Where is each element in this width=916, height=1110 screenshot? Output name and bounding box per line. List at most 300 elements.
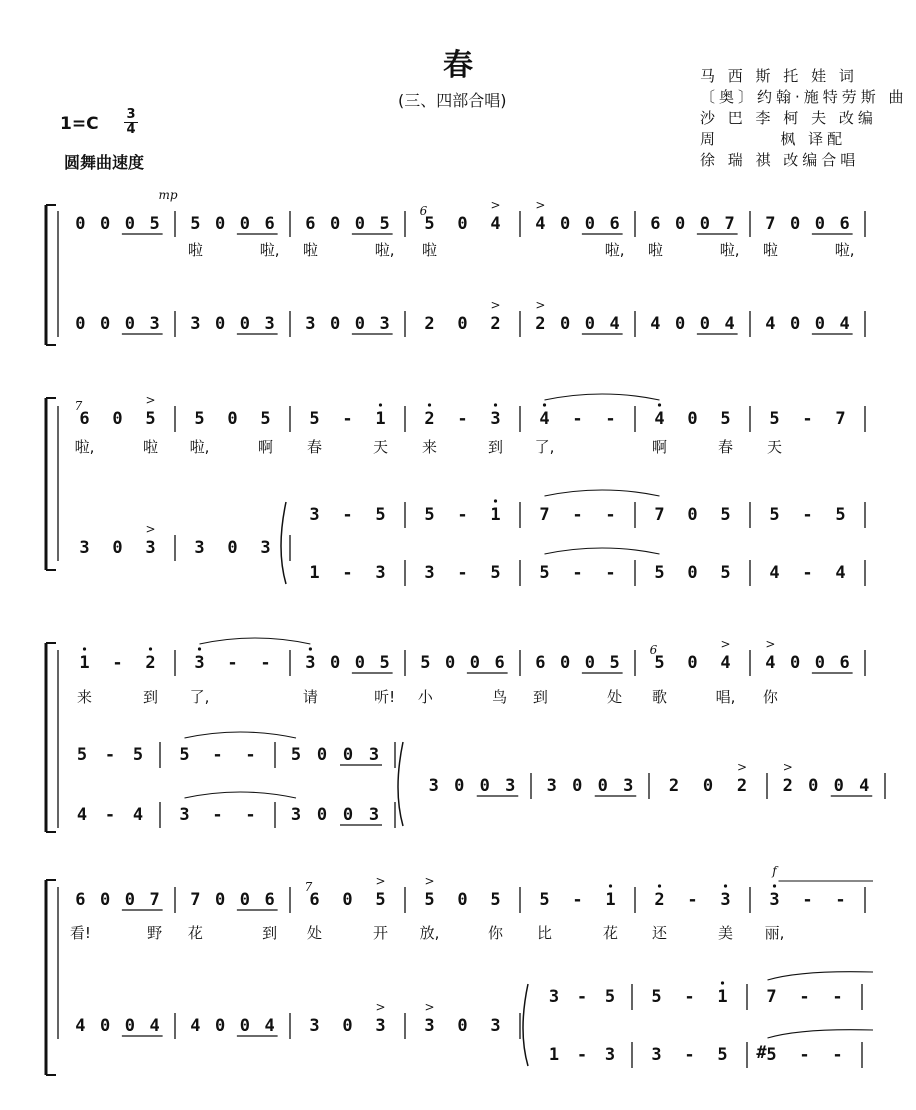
divisi-lower-note: 4 bbox=[132, 805, 144, 825]
upper-voice-note: 7 bbox=[835, 409, 846, 429]
lower-voice-note: 0 bbox=[808, 776, 819, 796]
divisi-brace bbox=[281, 502, 286, 584]
lyric-syllable: 唱, bbox=[715, 688, 736, 706]
lyric-syllable: 啦, bbox=[374, 241, 395, 259]
upper-voice-note: 4 bbox=[654, 409, 665, 429]
key-signature: 1=C bbox=[60, 114, 99, 134]
credit-arranger: 沙 巴 李 柯 夫 改编 bbox=[700, 109, 877, 127]
divisi-upper-note: - bbox=[605, 505, 616, 525]
divisi-lower-note: 0 bbox=[316, 805, 328, 825]
lyric-syllable: 啦 bbox=[142, 438, 159, 456]
divisi-upper-note: 1 bbox=[717, 987, 728, 1007]
lyric-syllable: 天 bbox=[372, 438, 389, 456]
lyric-syllable: 啦, bbox=[719, 241, 740, 259]
lower-voice-note: 2 bbox=[424, 314, 435, 334]
lower-voice-note: 3 bbox=[145, 538, 156, 558]
upper-voice-note: 3 bbox=[490, 409, 501, 429]
lower-voice-note: 0 bbox=[702, 776, 714, 796]
divisi-upper-note: - bbox=[576, 987, 588, 1007]
upper-voice-note: 5 bbox=[190, 214, 201, 234]
upper-voice-note: 5 bbox=[609, 653, 620, 673]
lower-voice-note: 2 bbox=[668, 776, 680, 796]
lyric-syllable: 处 bbox=[306, 924, 323, 942]
lyric-syllable: 开 bbox=[372, 924, 389, 942]
lower-voice-note: 3 bbox=[424, 1016, 435, 1036]
lyric-syllable: 啦, bbox=[74, 438, 95, 456]
divisi-upper-note: - bbox=[799, 987, 810, 1007]
upper-voice-note: 7 bbox=[724, 214, 735, 234]
lower-voice-note: 0 bbox=[597, 776, 608, 796]
lower-voice-note: 0 bbox=[790, 314, 801, 334]
divisi-upper-note: 5 bbox=[835, 505, 846, 525]
upper-voice-note: 0 bbox=[445, 653, 456, 673]
upper-voice-note: 5 bbox=[149, 214, 160, 234]
upper-voice-note: 0 bbox=[469, 653, 480, 673]
upper-voice-note: 6 bbox=[839, 214, 850, 234]
lyric-syllable: 啦, bbox=[604, 241, 625, 259]
upper-voice-note: 0 bbox=[239, 890, 250, 910]
upper-voice-note: - bbox=[572, 890, 583, 910]
upper-voice-note: 0 bbox=[239, 214, 250, 234]
tie-arc bbox=[768, 1030, 874, 1038]
upper-voice-note: 1 bbox=[375, 409, 386, 429]
divisi-lower-note: - bbox=[576, 1045, 588, 1065]
divisi-lower-note: 0 bbox=[342, 805, 354, 825]
lower-voice-note: 3 bbox=[375, 1016, 386, 1036]
divisi-upper-note: - bbox=[572, 505, 583, 525]
lyric-syllable: 到 bbox=[532, 688, 548, 706]
upper-voice-note: 0 bbox=[124, 890, 135, 910]
upper-voice-note: 4 bbox=[539, 409, 550, 429]
high-octave-dot bbox=[83, 647, 86, 650]
upper-voice-note: 5 bbox=[420, 653, 431, 673]
upper-voice-note: 6 bbox=[79, 409, 90, 429]
divisi-upper-note: 3 bbox=[368, 745, 380, 765]
lower-voice-note: 0 bbox=[457, 1016, 468, 1036]
lower-voice-note: 0 bbox=[833, 776, 844, 796]
divisi-upper-note: 5 bbox=[604, 987, 616, 1007]
grace-note: 7 bbox=[304, 880, 313, 894]
high-octave-dot bbox=[721, 981, 724, 984]
lyric-syllable: 啦 bbox=[421, 241, 438, 259]
upper-voice-note: 6 bbox=[309, 890, 320, 910]
lower-voice-note: 0 bbox=[560, 314, 571, 334]
lyric-syllable: 还 bbox=[651, 924, 668, 942]
divisi-upper-note: - bbox=[212, 745, 223, 765]
divisi-lower-note: - bbox=[212, 805, 223, 825]
lyric-syllable: 到 bbox=[142, 688, 159, 706]
lyric-syllable: 你 bbox=[762, 688, 778, 706]
credit-translator: 周 枫 译配 bbox=[700, 130, 847, 148]
upper-voice-note: - bbox=[572, 409, 583, 429]
lyric-syllable: 了, bbox=[534, 438, 555, 456]
lower-voice-note: 4 bbox=[609, 314, 620, 334]
lower-voice-note: 0 bbox=[75, 314, 86, 334]
upper-voice-note: 5 bbox=[375, 890, 386, 910]
lower-voice-note: 3 bbox=[79, 538, 90, 558]
divisi-brace bbox=[523, 984, 528, 1066]
lyric-syllable: 天 bbox=[766, 438, 783, 456]
divisi-upper-note: 3 bbox=[309, 505, 320, 525]
divisi-upper-note: - bbox=[832, 987, 843, 1007]
credit-choral-arranger: 徐 瑞 祺 改编合唱 bbox=[700, 151, 860, 169]
high-octave-dot bbox=[494, 403, 497, 406]
upper-voice-note: 0 bbox=[457, 890, 468, 910]
lyric-syllable: 春 bbox=[717, 438, 734, 456]
accent-mark: > bbox=[145, 522, 156, 536]
dynamic-f: f bbox=[772, 864, 777, 878]
upper-voice-note: 0 bbox=[560, 653, 571, 673]
divisi-lower-note: - bbox=[342, 563, 353, 583]
upper-voice-note: 0 bbox=[100, 890, 111, 910]
lyric-syllable: 丽, bbox=[764, 924, 785, 942]
lyric-syllable: 请 bbox=[302, 688, 318, 706]
upper-voice-note: 7 bbox=[149, 890, 160, 910]
divisi-lower-note: - bbox=[684, 1045, 695, 1065]
lyric-syllable: 处 bbox=[607, 688, 623, 706]
lyric-syllable: 春 bbox=[306, 438, 323, 456]
tie-arc bbox=[545, 394, 660, 400]
divisi-lower-note: 3 bbox=[424, 563, 435, 583]
lower-voice-note: 4 bbox=[839, 314, 850, 334]
upper-voice-note: 5 bbox=[145, 409, 156, 429]
upper-voice-note: - bbox=[605, 409, 616, 429]
divisi-upper-note: 5 bbox=[290, 745, 302, 765]
time-signature-bottom: 4 bbox=[124, 122, 138, 137]
divisi-upper-note: 3 bbox=[548, 987, 560, 1007]
lyric-syllable: 到 bbox=[262, 924, 278, 942]
upper-voice-note: 1 bbox=[605, 890, 616, 910]
lyric-syllable: 歌 bbox=[651, 688, 668, 706]
accent-mark: > bbox=[375, 874, 386, 888]
dynamic-mp: mp bbox=[158, 188, 178, 202]
divisi-lower-note: 1 bbox=[548, 1045, 560, 1065]
lyric-syllable: 啦, bbox=[189, 438, 210, 456]
upper-voice-note: 6 bbox=[609, 214, 620, 234]
divisi-lower-note: 5 bbox=[717, 1045, 728, 1065]
accent-mark: > bbox=[490, 298, 501, 312]
divisi-lower-note: 3 bbox=[375, 563, 386, 583]
lyric-syllable: 啦 bbox=[762, 241, 778, 259]
lower-voice-note: 0 bbox=[342, 1016, 353, 1036]
upper-voice-note: 4 bbox=[490, 214, 501, 234]
lyric-syllable: 花 bbox=[602, 924, 619, 942]
upper-voice-note: 5 bbox=[539, 890, 550, 910]
divisi-lower-note: 1 bbox=[309, 563, 320, 583]
upper-voice-note: 7 bbox=[765, 214, 776, 234]
lower-voice-note: 0 bbox=[215, 1016, 226, 1036]
lower-voice-note: 4 bbox=[190, 1016, 201, 1036]
divisi-upper-note: 5 bbox=[132, 745, 144, 765]
divisi-upper-note: 5 bbox=[76, 745, 88, 765]
lower-voice-note: 0 bbox=[479, 776, 490, 796]
lyric-syllable: 啊 bbox=[257, 438, 274, 456]
high-octave-dot bbox=[309, 647, 312, 650]
lyric-syllable: 看! bbox=[69, 924, 91, 942]
divisi-upper-note: - bbox=[104, 745, 116, 765]
lyric-syllable: 美 bbox=[717, 924, 734, 942]
accent-mark: > bbox=[490, 198, 501, 212]
lower-voice-note: 0 bbox=[112, 538, 123, 558]
accent-mark: > bbox=[535, 298, 546, 312]
lyric-syllable: 比 bbox=[536, 924, 553, 942]
lower-voice-note: 3 bbox=[490, 1016, 501, 1036]
lower-voice-note: 3 bbox=[309, 1016, 320, 1036]
divisi-upper-note: - bbox=[245, 745, 256, 765]
divisi-lower-note: 5 bbox=[490, 563, 501, 583]
lower-voice-note: 4 bbox=[650, 314, 661, 334]
upper-voice-note: 0 bbox=[112, 409, 123, 429]
lyric-syllable: 啦 bbox=[302, 241, 318, 259]
upper-voice-note: 3 bbox=[194, 653, 205, 673]
divisi-lower-note: 3 bbox=[368, 805, 380, 825]
upper-voice-note: - bbox=[802, 409, 813, 429]
upper-voice-note: - bbox=[802, 890, 813, 910]
lower-voice-note: 3 bbox=[305, 314, 316, 334]
lower-voice-note: 0 bbox=[239, 1016, 250, 1036]
upper-voice-note: 0 bbox=[790, 653, 801, 673]
upper-voice-note: 2 bbox=[145, 653, 156, 673]
lower-voice-note: 3 bbox=[623, 776, 634, 796]
divisi-lower-note: - bbox=[245, 805, 256, 825]
high-octave-dot bbox=[428, 403, 431, 406]
lower-voice-note: 0 bbox=[100, 1016, 111, 1036]
lower-voice-note: 4 bbox=[859, 776, 870, 796]
upper-voice-note: 0 bbox=[75, 214, 86, 234]
lower-voice-note: 0 bbox=[124, 314, 135, 334]
upper-voice-note: 3 bbox=[769, 890, 780, 910]
lower-voice-note: 0 bbox=[675, 314, 686, 334]
upper-voice-note: 5 bbox=[260, 409, 271, 429]
lower-voice-note: 3 bbox=[190, 314, 201, 334]
upper-voice-note: 0 bbox=[814, 214, 825, 234]
upper-voice-note: 5 bbox=[194, 409, 205, 429]
divisi-lower-note: - bbox=[572, 563, 583, 583]
lower-voice-note: 3 bbox=[505, 776, 516, 796]
lower-voice-note: 3 bbox=[260, 538, 271, 558]
divisi-upper-note: 7 bbox=[539, 505, 550, 525]
upper-voice-note: - bbox=[260, 653, 271, 673]
accent-mark: > bbox=[375, 1000, 386, 1014]
lyric-syllable: 放, bbox=[419, 924, 440, 942]
song-title: 春 bbox=[443, 48, 473, 83]
divisi-brace bbox=[398, 742, 403, 826]
divisi-upper-note: 5 bbox=[375, 505, 386, 525]
upper-voice-note: 4 bbox=[535, 214, 546, 234]
lower-voice-note: 0 bbox=[454, 776, 465, 796]
grace-note: 7 bbox=[74, 399, 83, 413]
lower-voice-note: 0 bbox=[239, 314, 250, 334]
lower-voice-note: 3 bbox=[149, 314, 160, 334]
lower-voice-note: 4 bbox=[149, 1016, 160, 1036]
divisi-upper-note: 5 bbox=[769, 505, 780, 525]
lower-voice-note: 3 bbox=[546, 776, 557, 796]
divisi-upper-note: 5 bbox=[424, 505, 435, 525]
tie-arc bbox=[545, 548, 660, 554]
lower-voice-note: 0 bbox=[457, 314, 468, 334]
divisi-lower-note: 5 bbox=[766, 1045, 777, 1065]
upper-voice-note: 6 bbox=[650, 214, 661, 234]
grace-note: 6 bbox=[649, 643, 658, 657]
divisi-lower-note: - bbox=[799, 1045, 810, 1065]
upper-voice-note: 0 bbox=[584, 214, 595, 234]
divisi-lower-note: - bbox=[457, 563, 468, 583]
accent-mark: > bbox=[720, 637, 731, 651]
upper-voice-note: - bbox=[112, 653, 123, 673]
upper-voice-note: 5 bbox=[490, 890, 501, 910]
lyric-syllable: 啦, bbox=[259, 241, 280, 259]
lyric-syllable: 野 bbox=[147, 924, 163, 942]
upper-voice-note: 6 bbox=[264, 890, 275, 910]
lyric-syllable: 来 bbox=[421, 438, 438, 456]
upper-voice-note: 6 bbox=[75, 890, 86, 910]
tie-arc bbox=[200, 638, 311, 644]
upper-voice-note: 0 bbox=[814, 653, 825, 673]
divisi-lower-note: 4 bbox=[769, 563, 780, 583]
upper-voice-note: 3 bbox=[720, 890, 731, 910]
upper-voice-note: 0 bbox=[215, 214, 226, 234]
upper-voice-note: 6 bbox=[839, 653, 850, 673]
lyric-syllable: 花 bbox=[187, 924, 203, 942]
lower-voice-note: 4 bbox=[264, 1016, 275, 1036]
accent-mark: > bbox=[424, 874, 435, 888]
tempo-marking: 圆舞曲速度 bbox=[64, 153, 145, 172]
lyric-syllable: 鸟 bbox=[492, 688, 508, 706]
upper-voice-note: 7 bbox=[190, 890, 201, 910]
accent-mark: > bbox=[765, 637, 776, 651]
high-octave-dot bbox=[724, 884, 727, 887]
lower-voice-note: 0 bbox=[584, 314, 595, 334]
lower-voice-note: 3 bbox=[264, 314, 275, 334]
upper-voice-note: 1 bbox=[79, 653, 90, 673]
lyric-syllable: 啦, bbox=[834, 241, 855, 259]
lower-voice-note: 0 bbox=[124, 1016, 135, 1036]
upper-voice-note: 5 bbox=[769, 409, 780, 429]
divisi-lower-note: - bbox=[605, 563, 616, 583]
high-octave-dot bbox=[543, 403, 546, 406]
upper-voice-note: 5 bbox=[309, 409, 320, 429]
upper-voice-note: 5 bbox=[424, 214, 435, 234]
upper-voice-note: 0 bbox=[675, 214, 686, 234]
upper-voice-note: 0 bbox=[687, 653, 698, 673]
high-octave-dot bbox=[494, 499, 497, 502]
lower-voice-note: 4 bbox=[75, 1016, 86, 1036]
lower-voice-note: 0 bbox=[354, 314, 365, 334]
credit-lyricist: 马 西 斯 托 娃 词 bbox=[700, 67, 858, 85]
lyric-syllable: 听! bbox=[374, 688, 396, 706]
lyric-syllable: 来 bbox=[76, 688, 93, 706]
upper-voice-note: 0 bbox=[354, 653, 365, 673]
upper-voice-note: 3 bbox=[305, 653, 316, 673]
tie-arc bbox=[185, 792, 297, 798]
accent-mark: > bbox=[535, 198, 546, 212]
lyric-syllable: 啦 bbox=[187, 241, 203, 259]
upper-voice-note: 0 bbox=[560, 214, 571, 234]
divisi-lower-note: 4 bbox=[76, 805, 88, 825]
upper-voice-note: 0 bbox=[215, 890, 226, 910]
upper-voice-note: 5 bbox=[720, 409, 731, 429]
divisi-upper-note: 5 bbox=[179, 745, 190, 765]
divisi-lower-note: 5 bbox=[654, 563, 665, 583]
upper-voice-note: 5 bbox=[424, 890, 435, 910]
divisi-lower-note: - bbox=[802, 563, 813, 583]
lower-voice-note: 0 bbox=[699, 314, 710, 334]
divisi-lower-note: - bbox=[104, 805, 116, 825]
upper-voice-note: 5 bbox=[379, 653, 390, 673]
lyric-syllable: 了, bbox=[189, 688, 210, 706]
high-octave-dot bbox=[379, 403, 382, 406]
lyric-syllable: 到 bbox=[487, 438, 504, 456]
upper-voice-note: 0 bbox=[227, 409, 238, 429]
lower-voice-note: 0 bbox=[100, 314, 111, 334]
high-octave-dot bbox=[658, 403, 661, 406]
divisi-upper-note: - bbox=[342, 505, 353, 525]
divisi-lower-note: 3 bbox=[290, 805, 302, 825]
lower-voice-note: 2 bbox=[535, 314, 546, 334]
upper-voice-note: 0 bbox=[457, 214, 468, 234]
lower-voice-note: 2 bbox=[782, 776, 793, 796]
upper-voice-note: 0 bbox=[330, 653, 341, 673]
divisi-upper-note: - bbox=[684, 987, 695, 1007]
divisi-upper-note: - bbox=[457, 505, 468, 525]
lower-voice-note: 0 bbox=[215, 314, 226, 334]
lower-voice-note: 4 bbox=[724, 314, 735, 334]
divisi-lower-note: 3 bbox=[604, 1045, 616, 1065]
lyric-syllable: 小 bbox=[417, 688, 433, 706]
lower-voice-note: 3 bbox=[428, 776, 439, 796]
grace-note: 6 bbox=[419, 204, 428, 218]
upper-voice-note: - bbox=[342, 409, 353, 429]
upper-voice-note: 6 bbox=[494, 653, 505, 673]
lower-voice-note: 3 bbox=[194, 538, 205, 558]
lyric-syllable: 啊 bbox=[651, 438, 668, 456]
tie-arc bbox=[185, 732, 297, 738]
lyric-syllable: 你 bbox=[487, 924, 504, 942]
lower-voice-note: 3 bbox=[379, 314, 390, 334]
divisi-upper-note: 7 bbox=[766, 987, 777, 1007]
tie-arc bbox=[545, 490, 660, 496]
lower-voice-note: 0 bbox=[330, 314, 341, 334]
accent-mark: > bbox=[145, 393, 156, 407]
high-octave-dot bbox=[658, 884, 661, 887]
upper-voice-note: 6 bbox=[305, 214, 316, 234]
divisi-lower-note: 0 bbox=[687, 563, 698, 583]
upper-voice-note: 5 bbox=[654, 653, 665, 673]
upper-voice-note: 2 bbox=[424, 409, 435, 429]
upper-voice-note: 0 bbox=[687, 409, 698, 429]
high-octave-dot bbox=[198, 647, 201, 650]
divisi-upper-note: 5 bbox=[651, 987, 662, 1007]
divisi-lower-note: 3 bbox=[651, 1045, 662, 1065]
divisi-lower-note: - bbox=[832, 1045, 843, 1065]
divisi-lower-note: 4 bbox=[835, 563, 846, 583]
upper-voice-note: 4 bbox=[720, 653, 731, 673]
lower-voice-note: 2 bbox=[736, 776, 748, 796]
upper-voice-note: 0 bbox=[584, 653, 595, 673]
upper-voice-note: 0 bbox=[100, 214, 111, 234]
lyric-syllable: 啦 bbox=[647, 241, 663, 259]
high-octave-dot bbox=[609, 884, 612, 887]
upper-voice-note: - bbox=[227, 653, 238, 673]
tie-arc bbox=[768, 972, 874, 980]
upper-voice-note: 0 bbox=[330, 214, 341, 234]
upper-voice-note: 0 bbox=[342, 890, 353, 910]
accent-mark: > bbox=[736, 760, 748, 774]
upper-voice-note: 2 bbox=[654, 890, 665, 910]
divisi-upper-note: 7 bbox=[654, 505, 665, 525]
time-signature-top: 3 bbox=[126, 107, 136, 122]
upper-voice-note: - bbox=[457, 409, 468, 429]
